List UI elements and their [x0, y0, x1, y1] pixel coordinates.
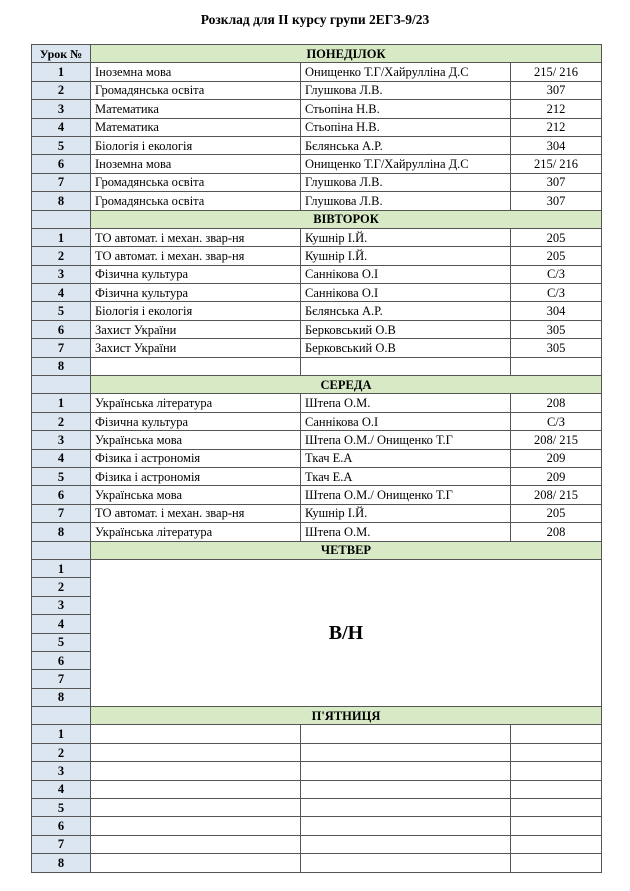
room-cell: 208 [511, 523, 602, 541]
teacher-cell [301, 817, 511, 835]
lesson-number: 5 [32, 136, 91, 154]
teacher-cell [301, 725, 511, 743]
lesson-number: 7 [32, 835, 91, 853]
room-cell: 209 [511, 449, 602, 467]
room-cell: 215/ 216 [511, 155, 602, 173]
day-header-row [32, 707, 602, 725]
table-row [32, 118, 602, 136]
lesson-number: 8 [32, 357, 91, 375]
lesson-number: 1 [32, 228, 91, 246]
subject-cell: Фізична культура [91, 284, 301, 302]
teacher-cell: Ткач Е.А [301, 449, 511, 467]
teacher-cell: Бєлянська А.Р. [301, 302, 511, 320]
table-row [32, 81, 602, 99]
teacher-cell [301, 799, 511, 817]
subject-cell [91, 725, 301, 743]
subject-cell: Фізика і астрономія [91, 467, 301, 485]
teacher-cell: Глушкова Л.В. [301, 192, 511, 210]
teacher-cell [301, 762, 511, 780]
subject-cell: Математика [91, 118, 301, 136]
room-cell: 305 [511, 320, 602, 338]
table-row [32, 302, 602, 320]
room-cell: 304 [511, 302, 602, 320]
table-row [32, 228, 602, 246]
lesson-number: 6 [32, 817, 91, 835]
teacher-cell: Берковський О.В [301, 320, 511, 338]
teacher-cell: Берковський О.В [301, 339, 511, 357]
subject-cell [91, 357, 301, 375]
day-name: СЕРЕДА [91, 376, 602, 394]
day-header-row [32, 210, 602, 228]
room-cell: 307 [511, 192, 602, 210]
lesson-number: 3 [32, 100, 91, 118]
table-row [32, 486, 602, 504]
subject-cell [91, 799, 301, 817]
table-row [32, 320, 602, 338]
table-row [32, 394, 602, 412]
subject-cell: Українська мова [91, 431, 301, 449]
teacher-cell: Ткач Е.А [301, 467, 511, 485]
room-cell [511, 780, 602, 798]
table-row [32, 339, 602, 357]
lesson-number: 7 [32, 670, 91, 688]
day-name: ЧЕТВЕР [91, 541, 602, 559]
table-row [32, 357, 602, 375]
lesson-number: 1 [32, 559, 91, 577]
teacher-cell [301, 854, 511, 872]
subject-cell: ТО автомат. і механ. звар-ня [91, 247, 301, 265]
subject-cell [91, 780, 301, 798]
teacher-cell: Глушкова Л.В. [301, 81, 511, 99]
room-cell [511, 725, 602, 743]
table-row [32, 725, 602, 743]
table-row [32, 265, 602, 283]
subject-cell: Громадянська освіта [91, 173, 301, 191]
lesson-number: 3 [32, 762, 91, 780]
table-row [32, 835, 602, 853]
teacher-cell: Онищенко Т.Г/Хайрулліна Д.С [301, 155, 511, 173]
lesson-number-header: Урок № [32, 45, 91, 63]
room-cell: С/З [511, 412, 602, 430]
subject-cell: Математика [91, 100, 301, 118]
room-cell: 205 [511, 228, 602, 246]
room-cell: 208/ 215 [511, 486, 602, 504]
room-cell [511, 854, 602, 872]
subject-cell: Іноземна мова [91, 63, 301, 81]
lesson-number: 2 [32, 578, 91, 596]
lesson-number: 5 [32, 799, 91, 817]
schedule-body [32, 45, 602, 873]
lesson-number: 4 [32, 118, 91, 136]
lesson-number: 4 [32, 780, 91, 798]
room-cell [511, 762, 602, 780]
room-cell [511, 743, 602, 761]
teacher-cell: Штепа О.М./ Онищенко Т.Г [301, 431, 511, 449]
lesson-number: 2 [32, 743, 91, 761]
table-row [32, 192, 602, 210]
lesson-number: 1 [32, 63, 91, 81]
room-cell: 215/ 216 [511, 63, 602, 81]
subject-cell: Захист України [91, 320, 301, 338]
day-header-spacer [32, 707, 91, 725]
teacher-cell [301, 780, 511, 798]
day-header-spacer [32, 210, 91, 228]
lesson-number: 3 [32, 265, 91, 283]
subject-cell: Біологія і екологія [91, 136, 301, 154]
schedule-table [31, 44, 602, 873]
lesson-number: 7 [32, 173, 91, 191]
day-name: П'ЯТНИЦЯ [91, 707, 602, 725]
table-row [32, 854, 602, 872]
lesson-number: 5 [32, 302, 91, 320]
lesson-number: 5 [32, 467, 91, 485]
table-row [32, 467, 602, 485]
lesson-number: 8 [32, 523, 91, 541]
lesson-number: 3 [32, 596, 91, 614]
subject-cell: Фізика і астрономія [91, 449, 301, 467]
room-cell: 208/ 215 [511, 431, 602, 449]
room-cell: 205 [511, 504, 602, 522]
subject-cell: Біологія і екологія [91, 302, 301, 320]
day-header-row [32, 376, 602, 394]
subject-cell [91, 835, 301, 853]
room-cell: С/З [511, 284, 602, 302]
teacher-cell: Бєлянська А.Р. [301, 136, 511, 154]
teacher-cell: Штепа О.М./ Онищенко Т.Г [301, 486, 511, 504]
lesson-number: 8 [32, 192, 91, 210]
teacher-cell: Онищенко Т.Г/Хайрулліна Д.С [301, 63, 511, 81]
lesson-number: 6 [32, 320, 91, 338]
page-title: Розклад для ІІ курсу групи 2ЕГЗ-9/23 [200, 12, 430, 27]
subject-cell: Фізична культура [91, 265, 301, 283]
teacher-cell: Стьопіна Н.В. [301, 118, 511, 136]
table-row [32, 523, 602, 541]
teacher-cell: Штепа О.М. [301, 394, 511, 412]
lesson-number: 8 [32, 854, 91, 872]
subject-cell: Українська мова [91, 486, 301, 504]
teacher-cell: Саннікова О.І [301, 412, 511, 430]
lesson-number: 4 [32, 615, 91, 633]
lesson-number: 3 [32, 431, 91, 449]
lesson-number: 2 [32, 412, 91, 430]
lesson-number: 5 [32, 633, 91, 651]
room-cell: 212 [511, 118, 602, 136]
subject-cell: Фізична культура [91, 412, 301, 430]
room-cell: 212 [511, 100, 602, 118]
lesson-number: 4 [32, 284, 91, 302]
lesson-number: 6 [32, 155, 91, 173]
lesson-number: 6 [32, 486, 91, 504]
teacher-cell: Кушнір І.Й. [301, 504, 511, 522]
room-cell: 307 [511, 81, 602, 99]
lesson-number: 7 [32, 339, 91, 357]
table-row [32, 743, 602, 761]
lesson-number: 1 [32, 394, 91, 412]
teacher-cell: Стьопіна Н.В. [301, 100, 511, 118]
lesson-number: 8 [32, 688, 91, 706]
lesson-number: 2 [32, 247, 91, 265]
teacher-cell: Глушкова Л.В. [301, 173, 511, 191]
table-row [32, 559, 602, 577]
subject-cell: Українська література [91, 523, 301, 541]
day-header-spacer [32, 376, 91, 394]
room-cell: 305 [511, 339, 602, 357]
table-row [32, 504, 602, 522]
subject-cell: ТО автомат. і механ. звар-ня [91, 504, 301, 522]
teacher-cell [301, 743, 511, 761]
lesson-number: 6 [32, 651, 91, 669]
subject-cell: Захист України [91, 339, 301, 357]
table-row [32, 412, 602, 430]
subject-cell: ТО автомат. і механ. звар-ня [91, 228, 301, 246]
subject-cell: Громадянська освіта [91, 192, 301, 210]
teacher-cell [301, 357, 511, 375]
teacher-cell: Кушнір І.Й. [301, 247, 511, 265]
table-row [32, 136, 602, 154]
teacher-cell: Саннікова О.І [301, 284, 511, 302]
room-cell [511, 835, 602, 853]
subject-cell: Громадянська освіта [91, 81, 301, 99]
room-cell: 307 [511, 173, 602, 191]
day-header-row [32, 45, 602, 63]
day-off-cell: В/Н [91, 559, 602, 706]
lesson-number: 7 [32, 504, 91, 522]
table-row [32, 780, 602, 798]
day-name: ПОНЕДІЛОК [91, 45, 602, 63]
lesson-number: 1 [32, 725, 91, 743]
subject-cell: Українська література [91, 394, 301, 412]
subject-cell [91, 817, 301, 835]
table-row [32, 817, 602, 835]
table-row [32, 173, 602, 191]
subject-cell [91, 762, 301, 780]
teacher-cell: Кушнір І.Й. [301, 228, 511, 246]
table-row [32, 100, 602, 118]
room-cell: 209 [511, 467, 602, 485]
subject-cell [91, 743, 301, 761]
table-row [32, 431, 602, 449]
lesson-number: 4 [32, 449, 91, 467]
room-cell: 205 [511, 247, 602, 265]
room-cell: С/З [511, 265, 602, 283]
day-name: ВІВТОРОК [91, 210, 602, 228]
table-row [32, 247, 602, 265]
room-cell [511, 799, 602, 817]
table-row [32, 762, 602, 780]
day-header-row [32, 541, 602, 559]
room-cell [511, 357, 602, 375]
subject-cell [91, 854, 301, 872]
teacher-cell [301, 835, 511, 853]
lesson-number: 2 [32, 81, 91, 99]
subject-cell: Іноземна мова [91, 155, 301, 173]
teacher-cell: Штепа О.М. [301, 523, 511, 541]
room-cell: 304 [511, 136, 602, 154]
table-row [32, 799, 602, 817]
room-cell: 208 [511, 394, 602, 412]
table-row [32, 284, 602, 302]
day-header-spacer [32, 541, 91, 559]
teacher-cell: Саннікова О.І [301, 265, 511, 283]
table-row [32, 63, 602, 81]
table-row [32, 155, 602, 173]
room-cell [511, 817, 602, 835]
table-row [32, 449, 602, 467]
